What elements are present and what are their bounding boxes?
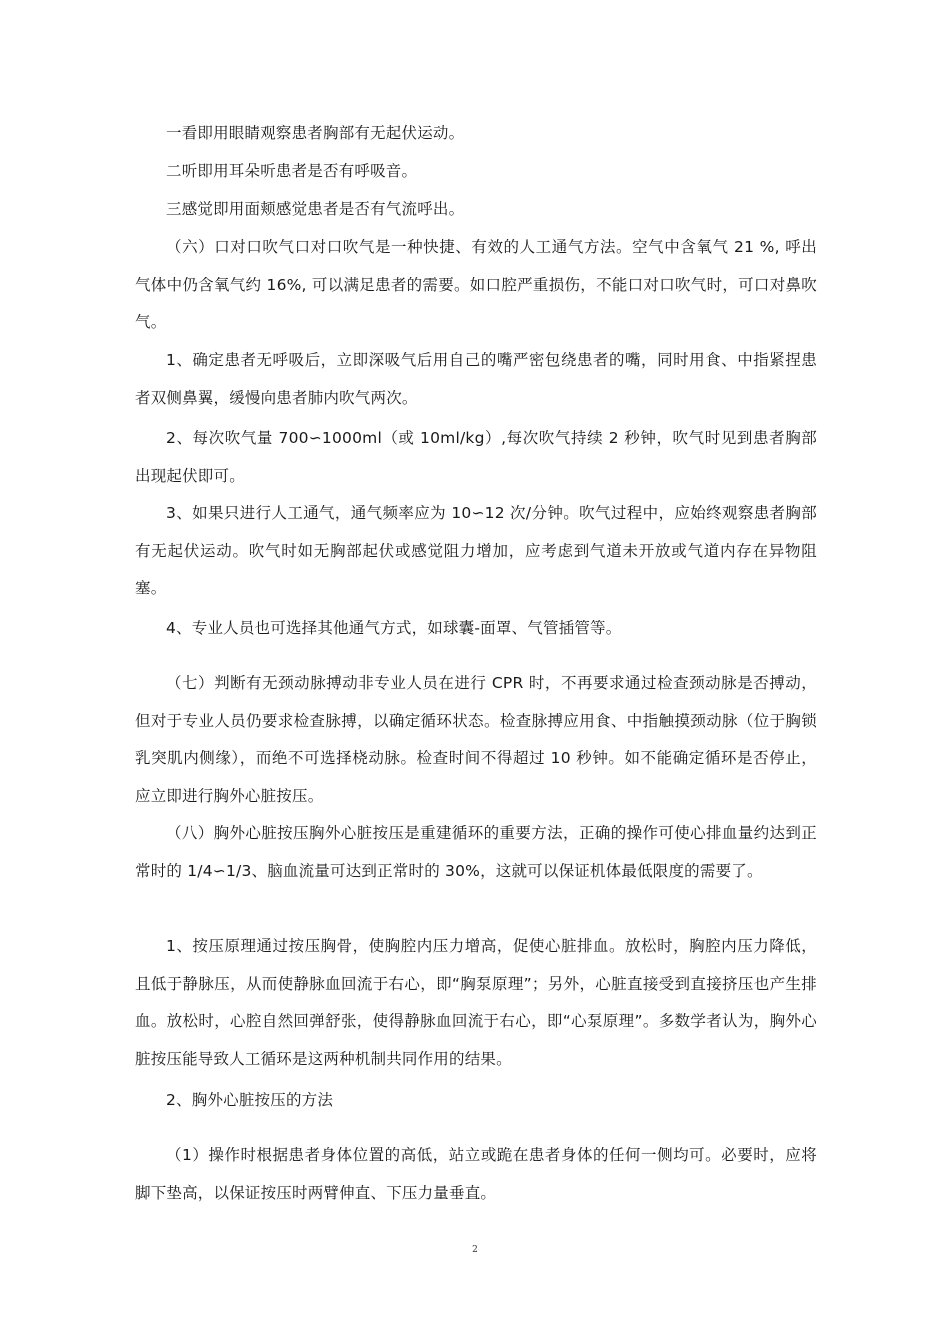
paragraph-breath-step-4: 4、专业人员也可选择其他通气方式，如球囊-面罩、气管插管等。	[166, 619, 622, 637]
paragraph-compression-method-heading: 2、胸外心脏按压的方法	[166, 1091, 334, 1109]
paragraph-listen: 二听即用耳朵听患者是否有呼吸音。	[166, 162, 418, 180]
paragraph-feel: 三感觉即用面颊感觉患者是否有气流呼出。	[166, 200, 465, 218]
paragraph-section-eight: （八）胸外心脏按压胸外心脏按压是重建循环的重要方法，正确的操作可使心排血量约达到正常时的 1/4∽1/3、脑血流量可达到正常时的 30%，这就可以保证机体最低限度的需要了。	[135, 824, 817, 880]
paragraph-breath-step-2: 2、每次吹气量 700∽1000ml（或 10ml/kg）,每次吹气持续 2 秒钟，吹气时见到患者胸部出现起伏即可。	[135, 429, 817, 485]
paragraph-look: 一看即用眼睛观察患者胸部有无起伏运动。	[166, 124, 465, 142]
paragraph-breath-step-3: 3、如果只进行人工通气，通气频率应为 10∽12 次/分钟。吹气过程中，应始终观察患者胸部有无起伏运动。吹气时如无胸部起伏或感觉阻力增加，应考虑到气道未开放或气道内存在异物阻塞。	[135, 504, 817, 597]
paragraph-compression-principle: 1、按压原理通过按压胸骨，使胸腔内压力增高，促使心脏排血。放松时，胸腔内压力降低，且低于静脉压，从而使静脉血回流于右心，即“胸泵原理”；另外，心脏直接受到直接挤压也产生排血。放松时，心腔自然回弹舒张，使得静脉血回流于右心，即“心泵原理”。多数学者认为，胸外心脏按压能导致人工循环是这两种机制共同作用的结果。	[135, 937, 817, 1068]
paragraph-section-seven: （七）判断有无颈动脉搏动非专业人员在进行 CPR 时，不再要求通过检查颈动脉是否搏动，但对于专业人员仍要求检查脉搏，以确定循环状态。检查脉搏应用食、中指触摸颈动脉（位于胸锁乳突肌内侧缘），而绝不可选择桡动脉。检查时间不得超过 10 秒钟。如不能确定循环是否停止，应立即进行胸外心脏按压。	[135, 674, 817, 805]
paragraph-breath-step-1: 1、确定患者无呼吸后，立即深吸气后用自己的嘴严密包绕患者的嘴，同时用食、中指紧捏患者双侧鼻翼，缓慢向患者肺内吹气两次。	[135, 351, 817, 407]
page-number: 2	[472, 1245, 478, 1255]
paragraph-section-six: （六）口对口吹气口对口吹气是一种快捷、有效的人工通气方法。空气中含氧气 21 %, 呼出气体中仍含氧气约 16%, 可以满足患者的需要。如口腔严重损伤，不能口对口吹气时，可口对鼻吹气。	[135, 238, 817, 331]
paragraph-compression-method-1: （1）操作时根据患者身体位置的高低，站立或跪在患者身体的任何一侧均可。必要时，应将脚下垫高，以保证按压时两臂伸直、下压力量垂直。	[135, 1146, 817, 1202]
